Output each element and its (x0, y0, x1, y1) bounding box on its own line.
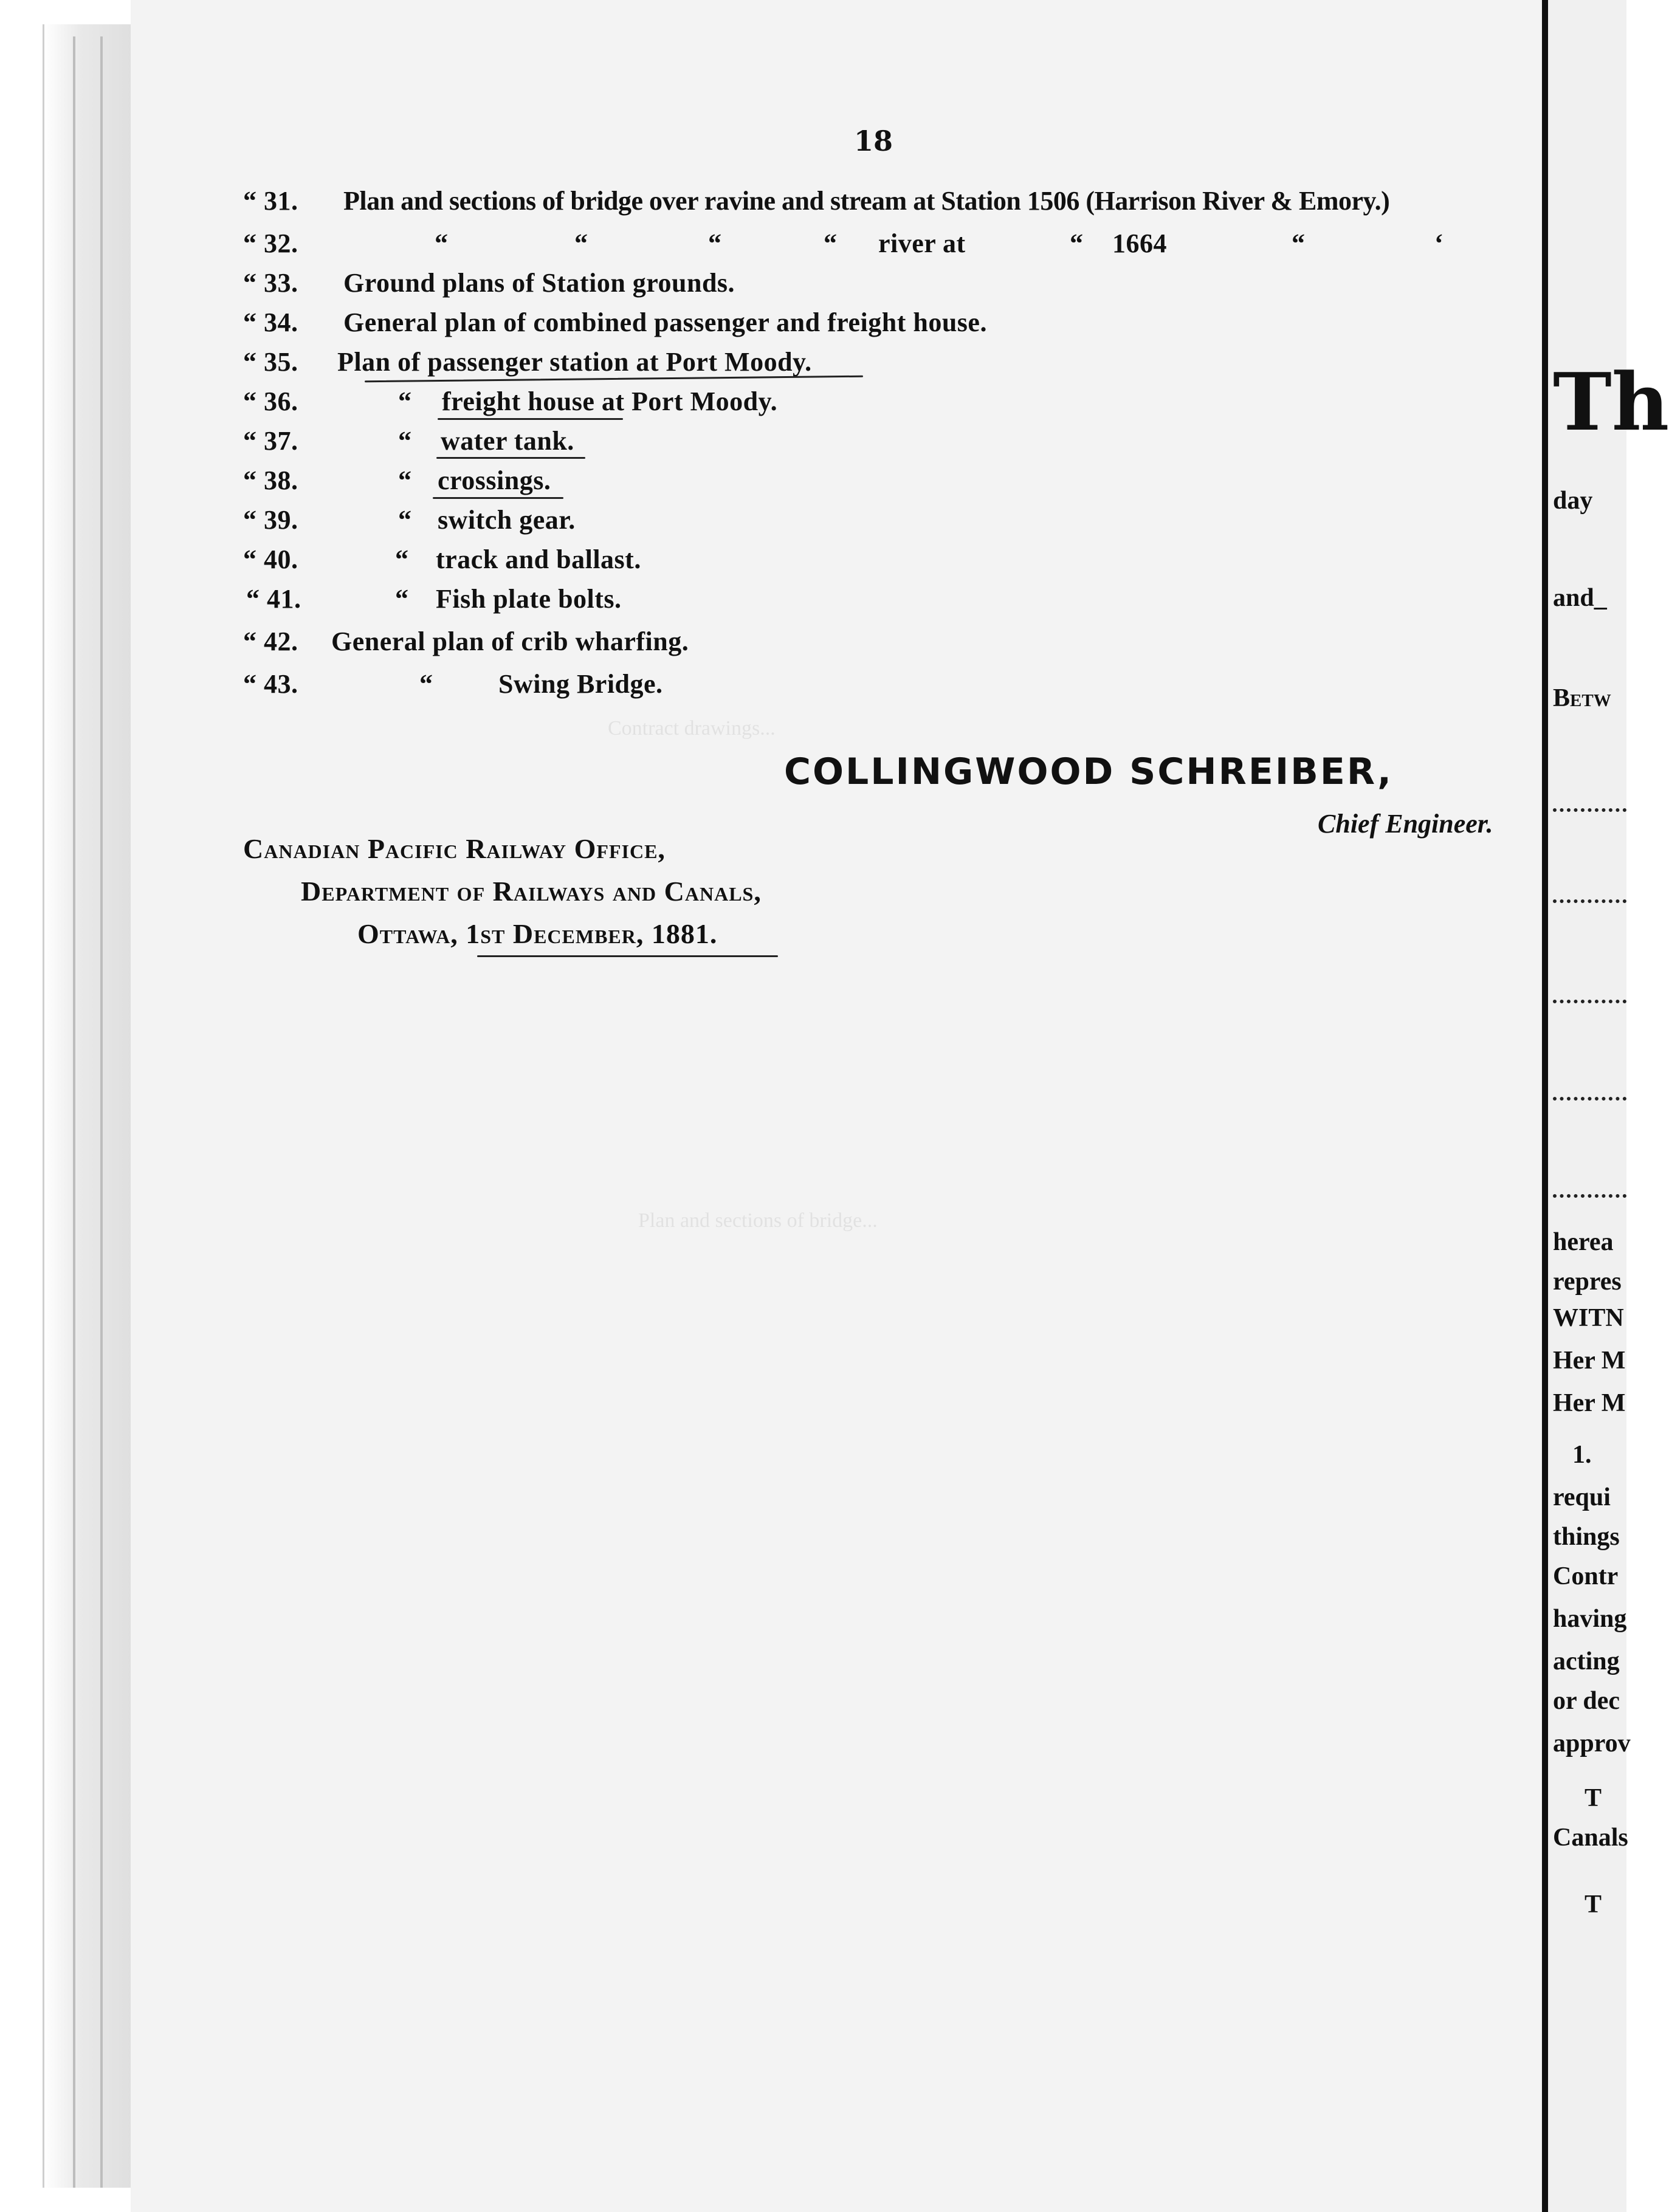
ditto-mark: “ (395, 544, 409, 574)
blank-line (1553, 1097, 1626, 1101)
item-number: “ 31. (243, 186, 298, 216)
facing-text: T (1585, 1784, 1602, 1812)
item-number: “ 36. (243, 386, 298, 416)
facing-text: repres (1553, 1268, 1622, 1296)
facing-text: Canals (1553, 1824, 1628, 1852)
page-edge-line (100, 36, 103, 2188)
item-number: “ 39. (243, 505, 298, 535)
office-line-2: Department of Railways and Canals, (301, 876, 762, 907)
ditto-mark: ‘ (1434, 228, 1444, 258)
facing-text: requi (1553, 1483, 1611, 1511)
office-line-1: Canadian Pacific Railway Office, (243, 833, 666, 864)
ditto-mark: “ (398, 505, 412, 535)
facing-text: herea (1553, 1228, 1614, 1256)
facing-text: acting (1553, 1647, 1620, 1675)
item-text: switch gear. (438, 505, 576, 535)
page-gutter (1542, 0, 1548, 2212)
pencil-underline (438, 418, 623, 420)
facing-text: day (1553, 487, 1593, 515)
ditto-mark: “ (398, 386, 412, 416)
ditto-mark: “ (1070, 228, 1084, 258)
item-text: crossings. (438, 465, 551, 495)
item-number: “ 42. (243, 627, 298, 656)
ditto-mark: “ (435, 228, 449, 258)
item-number: “ 34. (243, 307, 298, 337)
ditto-mark: “ (1292, 228, 1306, 258)
facing-text: Her M (1553, 1389, 1626, 1417)
office-line-3: Ottawa, 1st December, 1881. (357, 918, 718, 949)
pencil-underline (477, 955, 778, 957)
item-text: Plan of passenger station at Port Moody. (337, 347, 812, 377)
pencil-underline (433, 497, 563, 499)
facing-text: having (1553, 1605, 1627, 1633)
facing-text: things (1553, 1523, 1620, 1551)
signatory-name: COLLINGWOOD SCHREIBER, (784, 750, 1393, 793)
item-number: “ 32. (243, 228, 298, 258)
item-number: “ 37. (243, 426, 298, 456)
facing-text: Her M (1553, 1347, 1626, 1375)
facing-page-fragment (1548, 0, 1669, 2212)
page-edge-line (73, 36, 75, 2188)
facing-text: WITN (1553, 1304, 1624, 1332)
facing-text: T (1585, 1891, 1602, 1918)
item-number: “ 43. (243, 669, 298, 699)
bleed-through-text: Plan and sections of bridge... (638, 1209, 878, 1232)
drop-cap: Th (1553, 355, 1669, 448)
page-number: 18 (854, 125, 893, 157)
blank-line (1553, 1194, 1626, 1198)
ditto-mark: “ (395, 584, 409, 614)
facing-text: Contr (1553, 1562, 1619, 1590)
ditto-mark: “ (419, 669, 433, 699)
facing-text: Betw (1553, 684, 1611, 712)
item-number: “ 38. (243, 465, 298, 495)
ditto-mark: “ (398, 426, 412, 456)
item-text: 1664 (1112, 228, 1167, 258)
item-text: General plan of crib wharfing. (331, 627, 689, 656)
facing-text: and_ (1553, 584, 1607, 612)
bleed-through-text: Contract drawings... (608, 717, 776, 740)
item-number: “ 41. (246, 584, 301, 614)
item-text: Swing Bridge. (498, 669, 663, 699)
item-text: track and ballast. (436, 544, 641, 574)
item-text: Plan and sections of bridge over ravine and stream at Station 1506 (Harrison River & Emory.) (343, 186, 1390, 216)
ditto-mark: “ (398, 465, 412, 495)
item-text: freight house at Port Moody. (442, 386, 778, 416)
item-text: Fish plate bolts. (436, 584, 622, 614)
item-number: “ 40. (243, 544, 298, 574)
signatory-title: Chief Engineer. (1318, 809, 1493, 839)
facing-text: 1. (1572, 1441, 1592, 1469)
blank-line (1553, 808, 1626, 812)
ditto-mark: “ (708, 228, 722, 258)
page-edge-shadow (43, 24, 136, 2188)
item-text: Ground plans of Station grounds. (343, 268, 735, 298)
facing-text: approv (1553, 1729, 1631, 1757)
item-number: “ 35. (243, 347, 298, 377)
pencil-underline (436, 457, 585, 459)
item-text: water tank. (441, 426, 574, 456)
facing-text: or dec (1553, 1687, 1620, 1715)
item-text: General plan of combined passenger and freight house. (343, 307, 987, 337)
ditto-mark: “ (824, 228, 838, 258)
item-number: “ 33. (243, 268, 298, 298)
ditto-mark: “ (574, 228, 588, 258)
blank-line (1553, 1000, 1626, 1003)
item-text: river at (878, 228, 966, 258)
blank-line (1553, 899, 1626, 903)
